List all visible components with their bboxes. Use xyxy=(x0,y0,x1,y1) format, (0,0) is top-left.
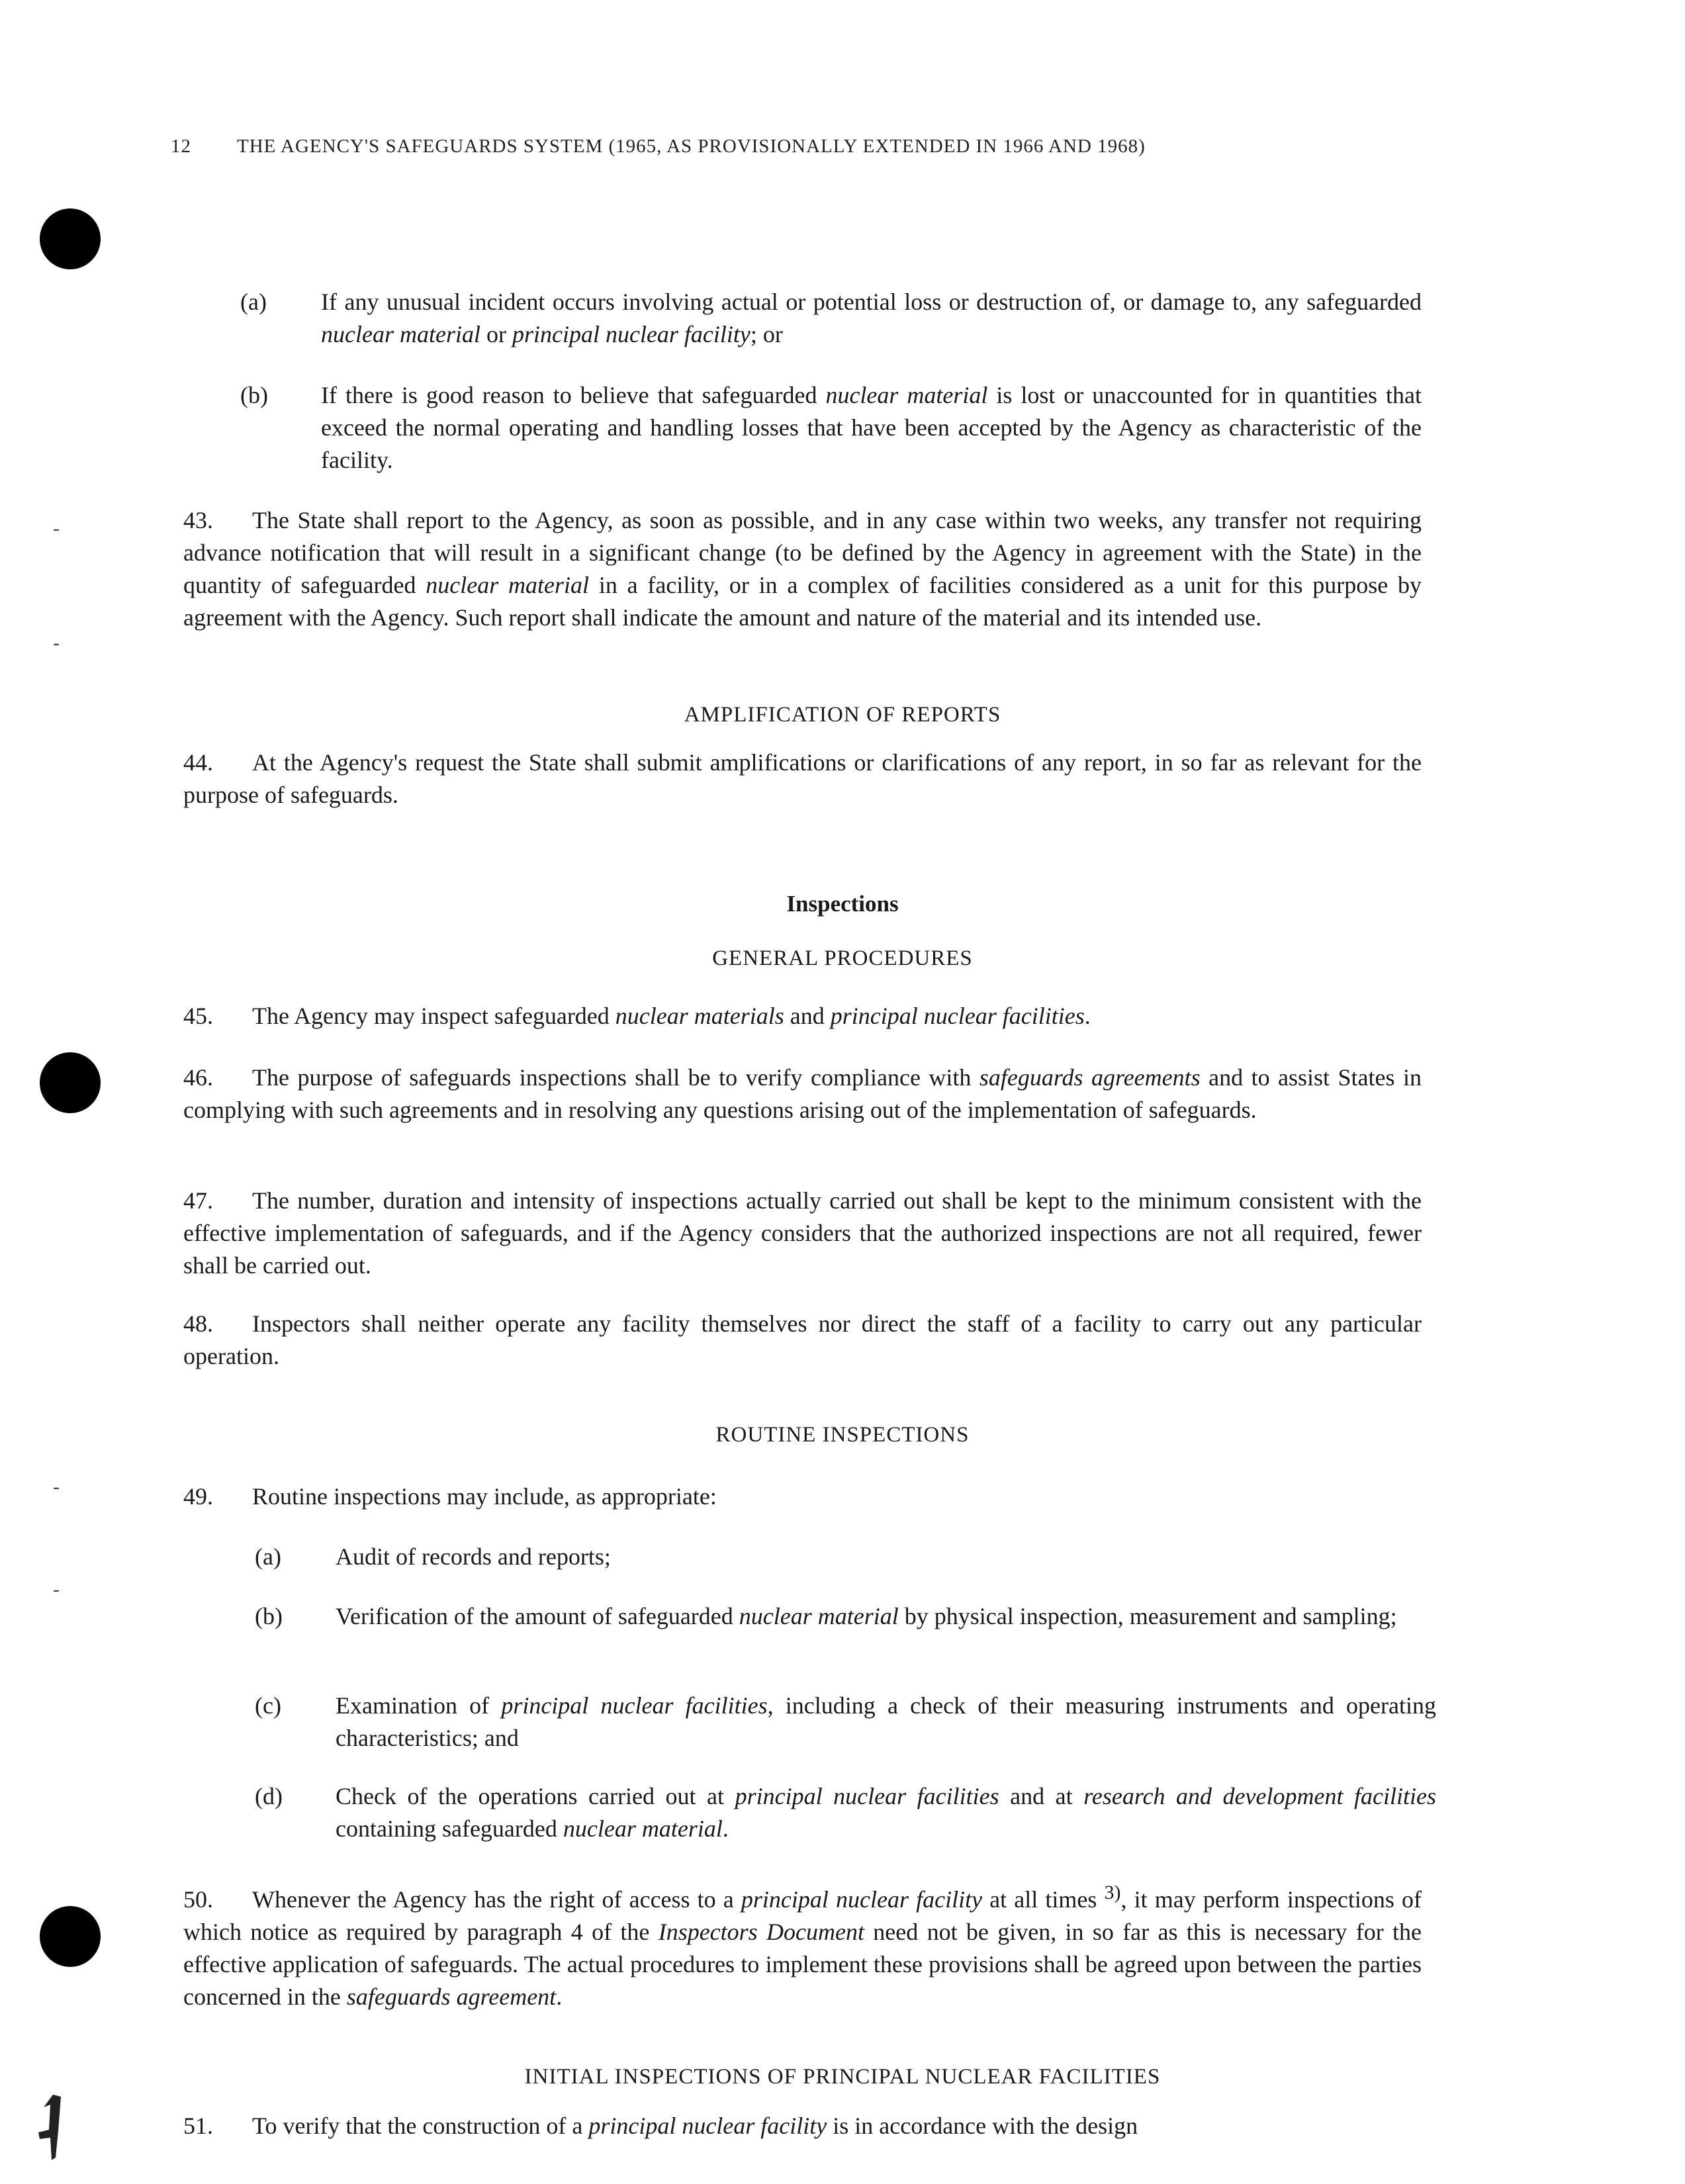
paragraph-44: 44. At the Agency's request the State shall submit amplifications or clarifications of any report, in so far as relevant for the purpose of safeguards. xyxy=(183,747,1422,811)
heading-routine-inspections: ROUTINE INSPECTIONS xyxy=(715,1423,970,1447)
paragraph-number: 50. xyxy=(183,1886,213,1913)
heading-inspections: Inspections xyxy=(786,891,899,917)
heading-initial-inspections: INITIAL INSPECTIONS OF PRINCIPAL NUCLEAR FACILITIES xyxy=(524,2065,1161,2089)
paragraph-50: 50. Whenever the Agency has the right of access to a principal nuclear facility at all times $^{3)}$, it may perform inspections of which notice as required by paragraph 4 of the Inspectors Document need not be given, in so far as this is necessary for the effective application of safeguards. The actual procedures to implement these provisions shall be agreed upon between the parties concerned in the safeguards agreement. xyxy=(183,1882,1422,2010)
footnote-ref: 3) xyxy=(1104,1882,1121,1903)
paragraph-number: 48. xyxy=(183,1310,213,1337)
paragraph-number: 47. xyxy=(183,1187,213,1214)
paragraph-number: 46. xyxy=(183,1064,213,1091)
item-label: (b) xyxy=(240,382,268,408)
corner-scan-artifact-icon xyxy=(33,2091,73,2164)
running-header xyxy=(171,136,1428,158)
list-item-49d xyxy=(255,1780,1436,1845)
paragraph-46: 46. The purpose of safeguards inspections shall be to verify compliance with safeguards agreements and to assist States in complying with such agreements and in resolving any questions arising out of the implementation of safeguards. xyxy=(183,1062,1422,1126)
heading-general-procedures: GENERAL PROCEDURES xyxy=(712,946,973,970)
paragraph-number: 44. xyxy=(183,749,213,776)
paragraph-48: 48. Inspectors shall neither operate any facility themselves nor direct the staff of a facility to carry out any particular operation. xyxy=(183,1308,1422,1373)
punch-hole-bottom xyxy=(40,1906,101,1967)
item-text: Check of the operations carried out at principal nuclear facilities and at research and development facilities containing safeguarded nuclear material. xyxy=(336,1783,1436,1842)
list-item-49b xyxy=(255,1600,1436,1633)
running-title: THE AGENCY'S SAFEGUARDS SYSTEM (1965, AS PROVISIONALLY EXTENDED IN 1966 AND 1968) xyxy=(237,136,1146,157)
scan-speck: - xyxy=(53,518,60,539)
item-label: (c) xyxy=(255,1692,281,1719)
item-text: If there is good reason to believe that safeguarded nuclear material is lost or unaccounted for in quantities that exceed the normal operating and handling losses that have been accepted by the Agency as characteristic of the facility. xyxy=(321,382,1422,473)
heading-amplification-of-reports: AMPLIFICATION OF REPORTS xyxy=(684,703,1001,727)
punch-hole-middle xyxy=(40,1052,101,1113)
list-item-49a xyxy=(255,1541,1436,1573)
list-item-42b xyxy=(240,379,1422,477)
item-text: Examination of principal nuclear facilities, including a check of their measuring instruments and operating characteristics; and xyxy=(336,1692,1436,1751)
item-label: (a) xyxy=(240,289,267,315)
item-label: (d) xyxy=(255,1783,283,1809)
scan-speck: - xyxy=(53,1476,60,1498)
scan-speck: - xyxy=(53,632,60,654)
paragraph-number: 45. xyxy=(183,1003,213,1029)
scan-speck: - xyxy=(53,1578,60,1600)
paragraph-51: 51. To verify that the construction of a principal nuclear facility is in accordance with the design xyxy=(183,2110,1422,2142)
paragraph-number: 51. xyxy=(183,2113,213,2139)
list-item-49c xyxy=(255,1690,1436,1754)
paragraph-49: 49. Routine inspections may include, as appropriate: xyxy=(183,1480,1422,1513)
paragraph-number: 49. xyxy=(183,1483,213,1510)
paragraph-43: 43. The State shall report to the Agency, as soon as possible, and in any case within two weeks, any transfer not requiring advance notification that will result in a significant change (to be defined by the Agency in agreement with the State) in the quantity of safeguarded nuclear material in a facility, or in a complex of facilities considered as a unit for this purpose by agreement with the Agency. Such report shall indicate the amount and nature of the material and its intended use. xyxy=(183,504,1422,634)
item-label: (a) xyxy=(255,1543,281,1570)
punch-hole-top xyxy=(40,208,101,269)
item-text: If any unusual incident occurs involving actual or potential loss or destruction of, or damage to, any safeguarded nuclear material or principal nuclear facility; or xyxy=(321,289,1422,347)
paragraph-47: 47. The number, duration and intensity of inspections actually carried out shall be kept to the minimum consistent with the effective implementation of safeguards, and if the Agency considers that the authorized inspections are not all required, fewer shall be carried out. xyxy=(183,1185,1422,1282)
page-number: 12 xyxy=(171,136,191,157)
item-label: (b) xyxy=(255,1603,283,1629)
list-item-42a xyxy=(240,286,1422,351)
paragraph-number: 43. xyxy=(183,507,213,533)
item-text: Verification of the amount of safeguarded nuclear material by physical inspection, measurement and sampling; xyxy=(336,1603,1397,1629)
paragraph-45: 45. The Agency may inspect safeguarded nuclear materials and principal nuclear facilities. xyxy=(183,1000,1422,1032)
item-text: Audit of records and reports; xyxy=(336,1543,611,1570)
